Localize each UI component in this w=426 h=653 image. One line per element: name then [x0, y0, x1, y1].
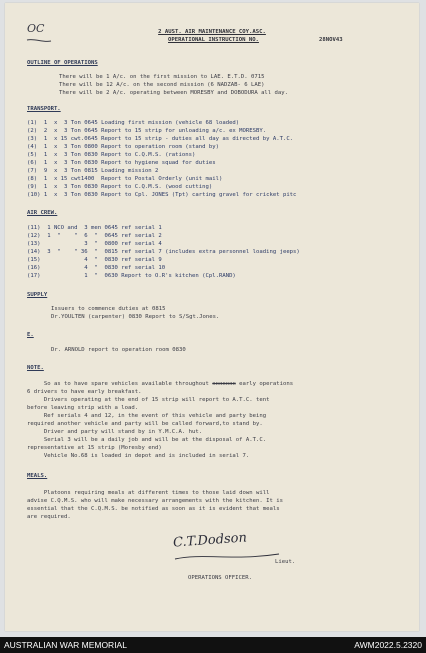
handwritten-underline [25, 37, 53, 47]
outline-line: There will be 12 A/c. on the second mission (6 NADZAB- 6 LAE) [59, 82, 265, 88]
transport-row: (8) 1 x 15 cwt1400 Report to Postal Orderly (unit mail) [27, 176, 223, 182]
transport-row: (5) 1 x 3 Ton 0830 Report to C.Q.M.S. (rations) [27, 152, 196, 158]
note-line: Vehicle No.68 is loaded in depot and is included in serial 7. [27, 453, 250, 459]
transport-row: (4) 1 x 3 Ton 0800 Report to operation room (stand by) [27, 144, 219, 150]
section-heading-outline: OUTLINE OF OPERATIONS [27, 60, 98, 66]
note-line: representative at 15 strip (Moresby end) [27, 445, 162, 451]
air-crew-row: (15) 4 " 0830 ref serial 9 [27, 257, 162, 263]
transport-row: (10) 1 x 3 Ton 0830 Report to Cpl. JONES (Tpt) carting gravel for cricket pitc [27, 192, 297, 198]
transport-row: (2) 2 x 3 Ton 0645 Report to 15 strip for unloading a/c. ex MORESBY. [27, 128, 267, 134]
section-heading-note: NOTE. [27, 365, 44, 371]
note-line: required another vehicle and party will be called forward,to stand by. [27, 421, 263, 427]
transport-row: (9) 1 x 3 Ton 0830 Report to C.Q.M.S. (wood cutting) [27, 184, 213, 190]
note-line-end: early operations [235, 381, 294, 387]
supply-line: Dr.YOULTEN (carpenter) 0830 Report to S/Sgt.Jones. [51, 314, 220, 320]
section-heading-meals: MEALS. [27, 473, 48, 479]
document-title: OPERATIONAL INSTRUCTION NO. [168, 37, 259, 43]
handwritten-note: OC [27, 22, 45, 35]
document-page [5, 3, 419, 631]
archive-footer [0, 637, 426, 653]
meals-line: Platoons requiring meals at different times to those laid down will [27, 490, 270, 496]
signature-flourish [173, 549, 283, 563]
engineers-line: Dr. ARNOLD report to operation room 0830 [51, 347, 186, 353]
note-line: Ref serials 4 and 12, in the event of this vehicle and party being [27, 413, 267, 419]
signature-rank: Lieut. [275, 559, 296, 565]
supply-line: Issuers to commence duties at 0815 [51, 306, 166, 312]
footer-institution: AUSTRALIAN WAR MEMORIAL [4, 640, 127, 650]
air-crew-row: (12) 1 " " 6 " 0645 ref serial 2 [27, 233, 162, 239]
note-line: 6 drivers to have early breakfast. [27, 389, 142, 395]
outline-line: There will be 2 A/c. operating between MORESBY and DOBODURA all day. [59, 90, 289, 96]
struck-text: xxxxxxx [212, 381, 236, 387]
note-line: Driver and party will stand by in Y.M.C.A. hut. [27, 429, 203, 435]
note-line [27, 381, 293, 388]
transport-row: (6) 1 x 3 Ton 0830 Report to hygiene squad for duties [27, 160, 216, 166]
footer-accession-number: AWM2022.5.2320 [354, 640, 422, 650]
note-line-start: So as to have spare vehicles available throughout [27, 381, 213, 387]
air-crew-row: (17) 1 " 0630 Report to O.R's kitchen (Cpl.RAND) [27, 273, 236, 279]
transport-row: (3) 1 x 15 cwt.0645 Report to 15 strip - duties all day as directed by A.T.C. [27, 136, 294, 142]
handwritten-signature: C.T.Dodson [172, 530, 248, 551]
air-crew-row: (14) 3 " " 36 " 0815 ref serial 7 (includes extra personnel loading jeeps) [27, 249, 300, 255]
transport-row: (1) 1 x 3 Ton 0645 Loading first mission (vehicle 68 loaded) [27, 120, 240, 126]
signature-title: OPERATIONS OFFICER. [188, 575, 252, 581]
section-heading-engineers: E. [27, 332, 34, 338]
section-heading-air-crew: AIR CREW. [27, 210, 58, 216]
meals-line: are required. [27, 514, 71, 520]
section-heading-transport: TRANSPORT. [27, 106, 61, 112]
transport-row: (7) 9 x 3 Ton 0815 Loading mission 2 [27, 168, 159, 174]
air-crew-row: (13) 3 " 0800 ref serial 4 [27, 241, 162, 247]
document-date: 28NOV43 [319, 37, 343, 43]
outline-line: There will be 1 A/c. on the first mission to LAE. E.T.D. 0715 [59, 74, 265, 80]
note-line: before leaving strip with a load. [27, 405, 139, 411]
section-heading-supply: SUPPLY [27, 292, 48, 298]
meals-line: essential that the C.Q.M.S. be notified as soon as it is evident that meals [27, 506, 280, 512]
note-line: Drivers operating at the end of 15 strip will report to A.T.C. tent [27, 397, 270, 403]
unit-line: 2 AUST. AIR MAINTENANCE COY.ASC. [158, 29, 266, 35]
air-crew-row: (16) 4 " 0830 ref serial 10 [27, 265, 166, 271]
meals-line: advise C.Q.M.S. who will make necessary arrangements with the kitchen. It is [27, 498, 283, 504]
air-crew-row: (11) 1 NCO and 3 men 0645 ref serial 1 [27, 225, 162, 231]
note-line: Serial 3 will be a daily job and will be at the disposal of A.T.C. [27, 437, 267, 443]
